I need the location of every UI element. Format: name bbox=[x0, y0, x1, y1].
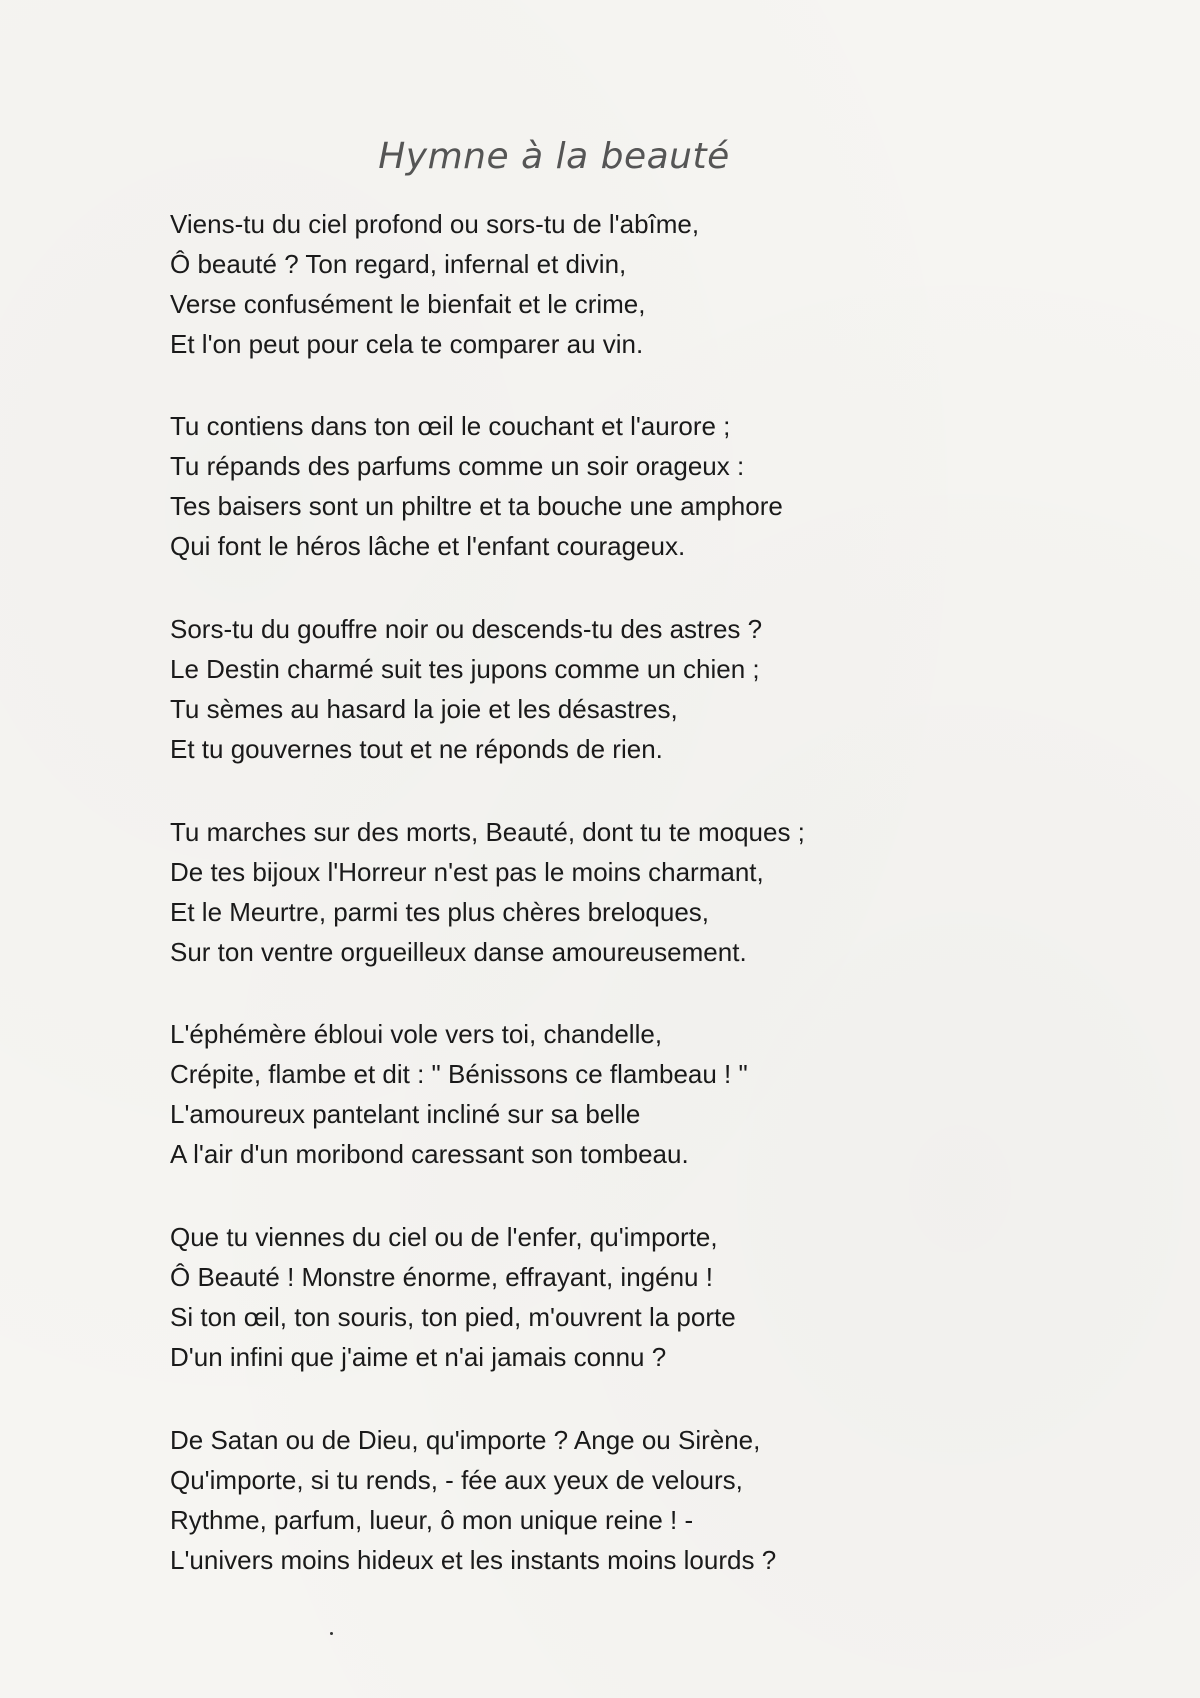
verse-line: Tu marches sur des morts, Beauté, dont tu te moques ; bbox=[170, 817, 805, 847]
verse-line: Tu sèmes au hasard la joie et les désastres, bbox=[170, 694, 678, 724]
verse-line: Qui font le héros lâche et l'enfant courageux. bbox=[170, 531, 686, 561]
stanza-4 bbox=[170, 812, 1070, 972]
verse-line: Ô beauté ? Ton regard, infernal et divin, bbox=[170, 249, 627, 279]
verse-line: Crépite, flambe et dit : " Bénissons ce flambeau ! " bbox=[170, 1059, 748, 1089]
verse-line: Sur ton ventre orgueilleux danse amoureusement. bbox=[170, 937, 747, 967]
verse-line: Ô Beauté ! Monstre énorme, effrayant, ingénu ! bbox=[170, 1262, 713, 1292]
verse-line: Et tu gouvernes tout et ne réponds de rien. bbox=[170, 734, 663, 764]
verse-line: A l'air d'un moribond caressant son tombeau. bbox=[170, 1139, 689, 1169]
verse-line: L'univers moins hideux et les instants moins lourds ? bbox=[170, 1545, 777, 1575]
verse-line: Viens-tu du ciel profond ou sors-tu de l'abîme, bbox=[170, 209, 700, 239]
verse-line: Qu'importe, si tu rends, - fée aux yeux de velours, bbox=[170, 1465, 743, 1495]
stanza-2 bbox=[170, 406, 1070, 566]
poem-title: Hymne à la beauté bbox=[378, 136, 730, 178]
verse-line: Que tu viennes du ciel ou de l'enfer, qu'importe, bbox=[170, 1222, 718, 1252]
stanza-7 bbox=[170, 1420, 1070, 1580]
verse-line: Et l'on peut pour cela te comparer au vin. bbox=[170, 329, 644, 359]
verse-line: L'éphémère ébloui vole vers toi, chandelle, bbox=[170, 1019, 663, 1049]
verse-line: Tes baisers sont un philtre et ta bouche une amphore bbox=[170, 491, 783, 521]
stanza-6 bbox=[170, 1217, 1070, 1377]
stanza-1 bbox=[170, 204, 1070, 364]
verse-line: De Satan ou de Dieu, qu'importe ? Ange ou Sirène, bbox=[170, 1425, 761, 1455]
verse-line: Tu répands des parfums comme un soir orageux : bbox=[170, 451, 745, 481]
verse-line: Et le Meurtre, parmi tes plus chères breloques, bbox=[170, 897, 710, 927]
verse-line: Le Destin charmé suit tes jupons comme un chien ; bbox=[170, 654, 760, 684]
stanza-5 bbox=[170, 1014, 1070, 1174]
verse-line: Tu contiens dans ton œil le couchant et l'aurore ; bbox=[170, 411, 731, 441]
verse-line: Rythme, parfum, lueur, ô mon unique reine ! - bbox=[170, 1505, 694, 1535]
verse-line: Si ton œil, ton souris, ton pied, m'ouvrent la porte bbox=[170, 1302, 736, 1332]
verse-line: D'un infini que j'aime et n'ai jamais connu ? bbox=[170, 1342, 667, 1372]
verse-line: Sors-tu du gouffre noir ou descends-tu des astres ? bbox=[170, 614, 763, 644]
ink-speck bbox=[330, 1632, 333, 1635]
verse-line: L'amoureux pantelant incliné sur sa belle bbox=[170, 1099, 641, 1129]
verse-line: De tes bijoux l'Horreur n'est pas le moins charmant, bbox=[170, 857, 764, 887]
stanza-3 bbox=[170, 609, 1070, 769]
verse-line: Verse confusément le bienfait et le crime, bbox=[170, 289, 646, 319]
